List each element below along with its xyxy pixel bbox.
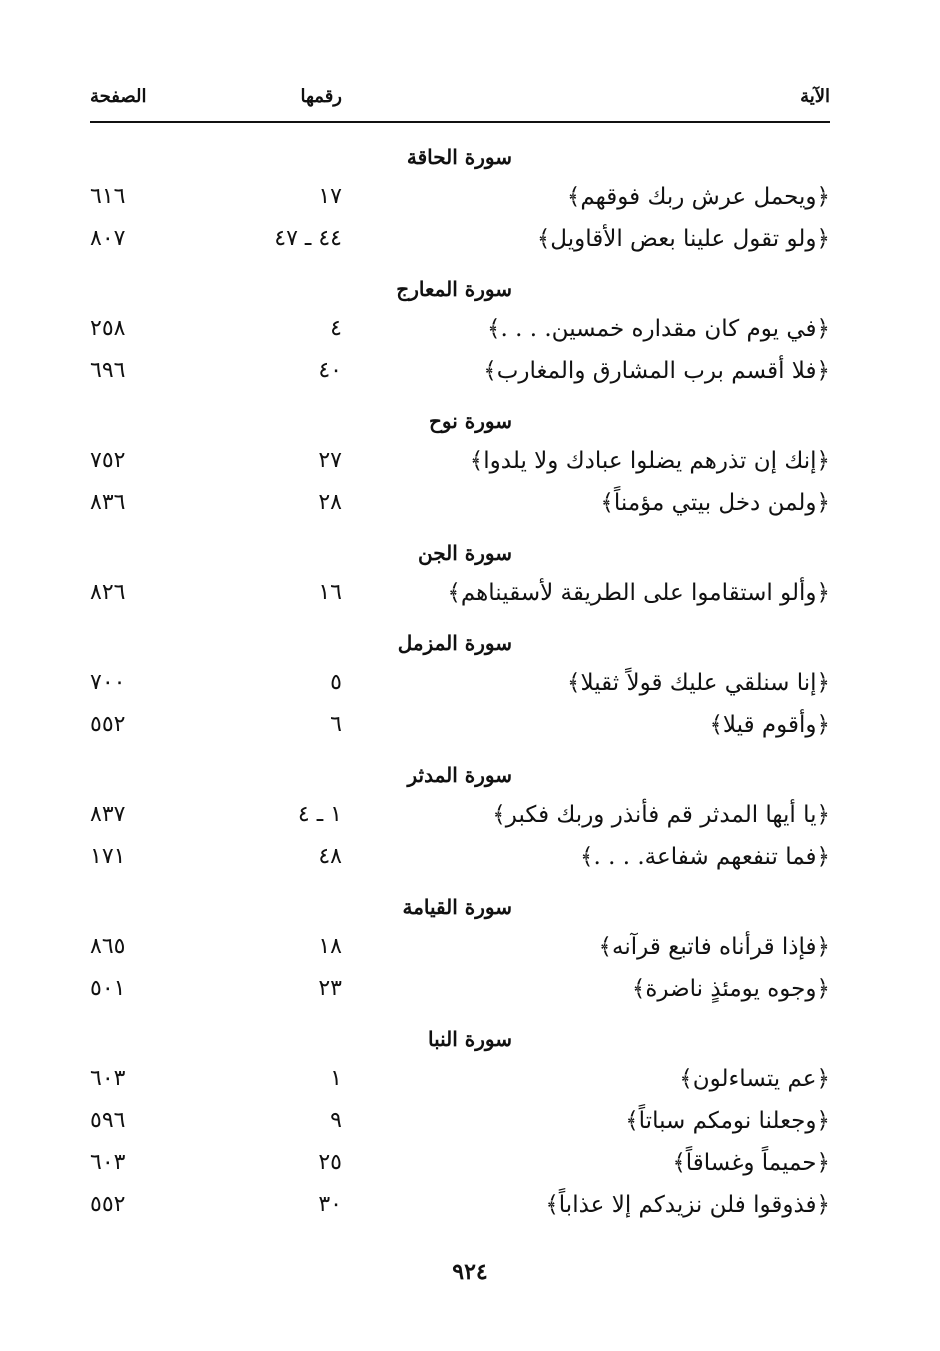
verse-page: ٥٩٦ (90, 1108, 126, 1133)
block-spacer (90, 524, 830, 534)
verse-page: ٧٠٠ (90, 670, 126, 695)
surah-title: سورة النبا (427, 1027, 512, 1051)
verse-number: ٢٨ (318, 490, 342, 515)
block-spacer (90, 614, 830, 624)
verse-text: ﴿وجوه يومئذٍ ناضرة﴾ (631, 976, 830, 1002)
verse-text: ﴿يا أيها المدثر قم فأنذر وربك فكبر﴾ (492, 802, 830, 828)
surah-block (90, 402, 830, 534)
verse-text: ﴿وأقوم قيلا﴾ (709, 712, 830, 738)
block-spacer (90, 746, 830, 756)
surah-index-list (90, 138, 830, 1226)
surah-title: سورة الجن (418, 541, 512, 565)
verse-row (90, 662, 830, 704)
verse-page: ٢٥٨ (90, 316, 126, 341)
verse-row (90, 968, 830, 1010)
verse-number: ٢٧ (318, 448, 342, 473)
header-number-label: رقمها (300, 86, 342, 107)
verse-number: ٥ (330, 670, 342, 695)
verse-page: ٨٣٧ (90, 802, 126, 827)
surah-block (90, 534, 830, 624)
verse-row (90, 218, 830, 260)
verse-page: ٨٢٦ (90, 580, 126, 605)
verse-number: ١٧ (318, 184, 342, 209)
header-divider (90, 121, 830, 123)
verse-row (90, 308, 830, 350)
surah-title: سورة المعارج (396, 277, 512, 301)
verse-number: ٣٠ (318, 1192, 342, 1217)
verse-row (90, 440, 830, 482)
verse-text: ﴿وجعلنا نومكم سباتاً﴾ (625, 1108, 830, 1134)
verse-number: ١٦ (318, 580, 342, 605)
surah-block (90, 138, 830, 270)
verse-row (90, 794, 830, 836)
verse-number: ٤ (330, 316, 342, 341)
block-spacer (90, 1010, 830, 1020)
verse-text: ﴿ويحمل عرش ربك فوقهم﴾ (566, 184, 830, 210)
verse-row (90, 176, 830, 218)
verse-text: ﴿إنا سنلقي عليك قولاً ثقيلا﴾ (567, 670, 830, 696)
surah-title: سورة المدثر (407, 763, 512, 787)
surah-title: سورة القيامة (402, 895, 512, 919)
verse-page: ٥٥٢ (90, 712, 126, 737)
verse-text: ﴿ولو تقول علينا بعض الأقاويل﴾ (536, 226, 830, 252)
surah-block (90, 270, 830, 402)
page-number: ٩٢٤ (452, 1259, 488, 1285)
verse-row (90, 1058, 830, 1100)
verse-number: ١ ـ ٤ (297, 802, 342, 827)
verse-page: ٦٩٦ (90, 358, 126, 383)
verse-number: ٢٥ (318, 1150, 342, 1175)
verse-row (90, 836, 830, 878)
surah-block (90, 756, 830, 888)
verse-number: ١٨ (318, 934, 342, 959)
verse-row (90, 926, 830, 968)
verse-row (90, 350, 830, 392)
verse-number: ١ (330, 1066, 342, 1091)
verse-page: ٥٠١ (90, 976, 126, 1001)
verse-text: ﴿فإذا قرأناه فاتبع قرآنه﴾ (598, 934, 830, 960)
surah-title: سورة نوح (429, 409, 512, 433)
verse-text: ﴿عم يتساءلون﴾ (679, 1066, 830, 1092)
verse-text: ﴿وألو استقاموا على الطريقة لأسقيناهم﴾ (447, 580, 830, 606)
verse-row (90, 482, 830, 524)
verse-number: ٤٨ (318, 844, 342, 869)
block-spacer (90, 392, 830, 402)
table-header (90, 82, 830, 114)
verse-row (90, 704, 830, 746)
verse-page: ٧٥٢ (90, 448, 126, 473)
surah-block (90, 624, 830, 756)
header-page-label: الصفحة (90, 86, 147, 107)
verse-text: ﴿فذوقوا فلن نزيدكم إلا عذاباً﴾ (545, 1192, 830, 1218)
verse-number: ٩ (330, 1108, 342, 1133)
verse-text: ﴿حميماً وغساقاً﴾ (672, 1150, 830, 1176)
verse-page: ٦١٦ (90, 184, 126, 209)
verse-text: ﴿فما تنفعهم شفاعة. . . .﴾ (579, 844, 830, 870)
verse-row (90, 1100, 830, 1142)
surah-block (90, 1020, 830, 1226)
verse-text: ﴿إنك إن تذرهم يضلوا عبادك ولا يلدوا﴾ (469, 448, 830, 474)
verse-page: ٨٠٧ (90, 226, 126, 251)
verse-text: ﴿فلا أقسم برب المشارق والمغارب﴾ (483, 358, 830, 384)
verse-row (90, 1142, 830, 1184)
block-spacer (90, 878, 830, 888)
verse-row (90, 572, 830, 614)
surah-block (90, 888, 830, 1020)
surah-title: سورة المزمل (397, 631, 512, 655)
verse-page: ٨٦٥ (90, 934, 126, 959)
block-spacer (90, 260, 830, 270)
surah-title: سورة الحاقة (406, 145, 512, 169)
header-ayah-label: الآية (800, 86, 830, 107)
verse-page: ٦٠٣ (90, 1150, 126, 1175)
verse-row (90, 1184, 830, 1226)
verse-number: ٤٤ ـ ٤٧ (274, 226, 342, 251)
verse-page: ١٧١ (90, 844, 126, 869)
verse-number: ٢٣ (318, 976, 342, 1001)
verse-text: ﴿في يوم كان مقداره خمسين. . . .﴾ (487, 316, 830, 342)
verse-page: ٥٥٢ (90, 1192, 126, 1217)
verse-page: ٨٣٦ (90, 490, 126, 515)
verse-page: ٦٠٣ (90, 1066, 126, 1091)
verse-number: ٤٠ (318, 358, 342, 383)
verse-number: ٦ (330, 712, 342, 737)
verse-text: ﴿ولمن دخل بيتي مؤمناً﴾ (600, 490, 830, 516)
